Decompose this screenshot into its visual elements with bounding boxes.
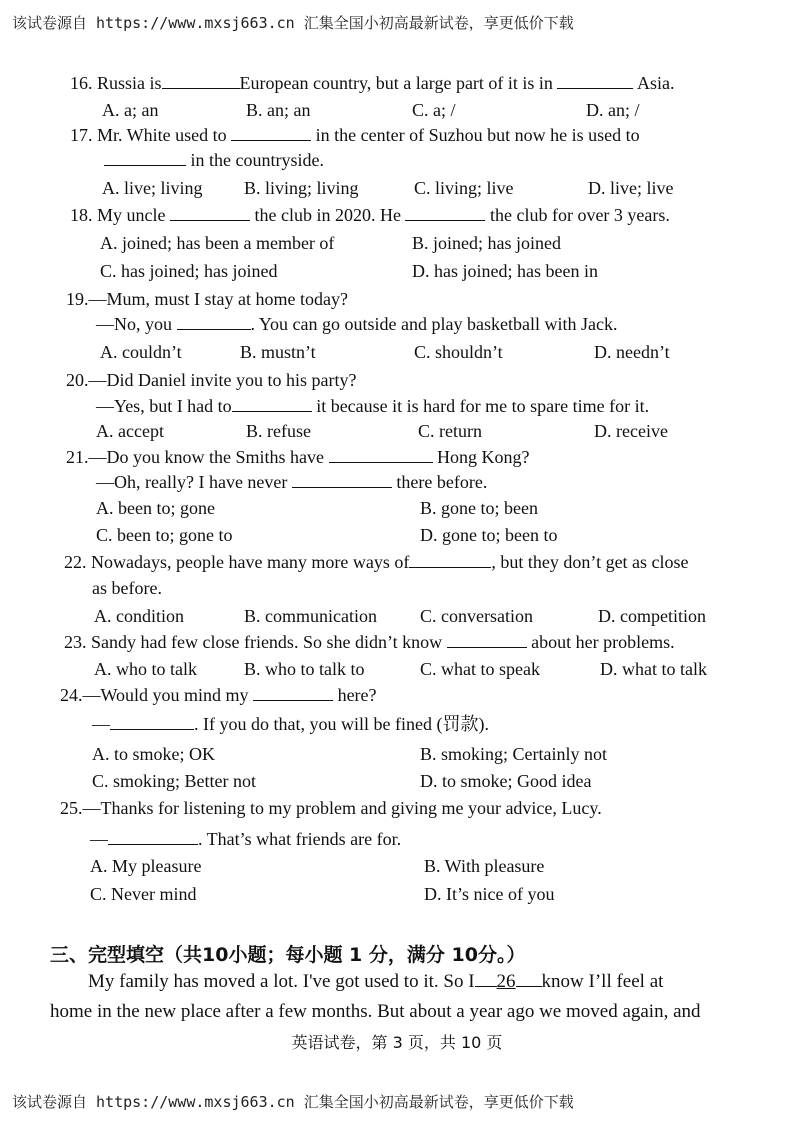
option: C. Never mind — [90, 884, 197, 904]
question-19-cont: —No, you . You can go outside and play basketball with Jack. — [96, 314, 618, 334]
option: B. joined; has joined — [412, 233, 561, 253]
option: A. accept — [96, 421, 164, 441]
option: A. condition — [94, 606, 184, 626]
option: B. gone to; been — [420, 498, 538, 518]
option: B. smoking; Certainly not — [420, 744, 607, 764]
answer-blank — [447, 631, 527, 648]
option: C. conversation — [420, 606, 533, 626]
answer-blank — [253, 684, 333, 701]
option: D. gone to; been to — [420, 525, 558, 545]
option: C. been to; gone to — [96, 525, 233, 545]
question-20: 20.—Did Daniel invite you to his party? — [66, 370, 357, 390]
option: B. who to talk to — [244, 659, 365, 679]
question-25-cont: — . That’s what friends are for. — [90, 829, 402, 849]
question-18: 18. My uncle the club in 2020. He the club for over 3 years. — [70, 205, 670, 225]
passage-line-1: My family has moved a lot. I've got used to it. So I 26 know I’ll feel at — [88, 971, 664, 992]
question-23: 23. Sandy had few close friends. So she didn’t know about her problems. — [64, 632, 675, 652]
answer-blank — [170, 204, 250, 221]
option: B. mustn’t — [240, 342, 316, 362]
answer-blank — [329, 446, 433, 463]
question-17: 17. Mr. White used to in the center of Suzhou but now he is used to — [70, 125, 640, 145]
option: B. an; an — [246, 100, 311, 120]
option: D. live; live — [588, 178, 674, 198]
option: C. what to speak — [420, 659, 540, 679]
question-17-cont: in the countryside. — [104, 149, 324, 171]
answer-blank — [557, 72, 633, 89]
source-banner-top: 该试卷源自 https://www.mxsj663.cn 汇集全国小初高最新试卷，享更低价下载 — [12, 14, 574, 32]
question-25: 25.—Thanks for listening to my problem and giving me your advice, Lucy. — [60, 798, 602, 818]
answer-blank — [162, 72, 240, 89]
question-22: 22. Nowadays, people have many more ways of , but they don’t get as close — [64, 552, 689, 572]
option: C. has joined; has joined — [100, 261, 278, 281]
answer-blank — [516, 970, 542, 987]
option: D. an; / — [586, 100, 640, 120]
question-16: 16. Russia is European country, but a large part of it is in Asia. — [70, 73, 675, 93]
option: C. living; live — [414, 178, 514, 198]
option: D. has joined; has been in — [412, 261, 598, 281]
answer-blank — [110, 713, 194, 730]
option: A. couldn’t — [100, 342, 182, 362]
option: B. communication — [244, 606, 377, 626]
answer-blank — [231, 124, 311, 141]
option: C. smoking; Better not — [92, 771, 256, 791]
option: C. shouldn’t — [414, 342, 503, 362]
question-24: 24.—Would you mind my here? — [60, 685, 377, 705]
answer-blank — [292, 471, 392, 488]
option: B. refuse — [246, 421, 311, 441]
question-20-cont: —Yes, but I had to it because it is hard for me to spare time for it. — [96, 396, 650, 416]
option: A. who to talk — [94, 659, 197, 679]
answer-blank — [177, 313, 251, 330]
option: D. receive — [594, 421, 668, 441]
source-banner-bottom: 该试卷源自 https://www.mxsj663.cn 汇集全国小初高最新试卷，享更低价下载 — [12, 1093, 574, 1111]
section-title: 三、完型填空（共10小题；每小题 1 分，满分 10分。） — [50, 944, 526, 966]
option: A. been to; gone — [96, 498, 215, 518]
option: D. what to talk — [600, 659, 707, 679]
passage-line-2: home in the new place after a few months. But about a year ago we moved again, and — [50, 1001, 701, 1022]
option: A. joined; has been a member of — [100, 233, 335, 253]
option: A. live; living — [102, 178, 203, 198]
option: A. a; an — [102, 100, 159, 120]
option: A. to smoke; OK — [92, 744, 215, 764]
option: D. competition — [598, 606, 706, 626]
answer-blank — [475, 970, 497, 987]
option: C. a; / — [412, 100, 456, 120]
answer-blank — [405, 204, 485, 221]
answer-blank — [232, 395, 312, 412]
page-number: 英语试卷，第 3 页，共 10 页 — [291, 1033, 503, 1052]
question-24-cont: — . If you do that, you will be fined (罚款). — [92, 714, 489, 734]
answer-blank — [409, 551, 491, 568]
answer-blank — [104, 149, 186, 166]
option: C. return — [418, 421, 482, 441]
question-19: 19.—Mum, must I stay at home today? — [66, 289, 348, 309]
question-22-cont: as before. — [92, 578, 162, 598]
answer-blank — [108, 828, 198, 845]
option: D. needn’t — [594, 342, 670, 362]
question-21-cont: —Oh, really? I have never there before. — [96, 472, 488, 492]
option: D. to smoke; Good idea — [420, 771, 592, 791]
blank-number: 26 — [496, 971, 516, 992]
question-21: 21.—Do you know the Smiths have Hong Kong? — [66, 447, 530, 467]
option: A. My pleasure — [90, 856, 202, 876]
option: B. living; living — [244, 178, 359, 198]
option: D. It’s nice of you — [424, 884, 555, 904]
option: B. With pleasure — [424, 856, 545, 876]
